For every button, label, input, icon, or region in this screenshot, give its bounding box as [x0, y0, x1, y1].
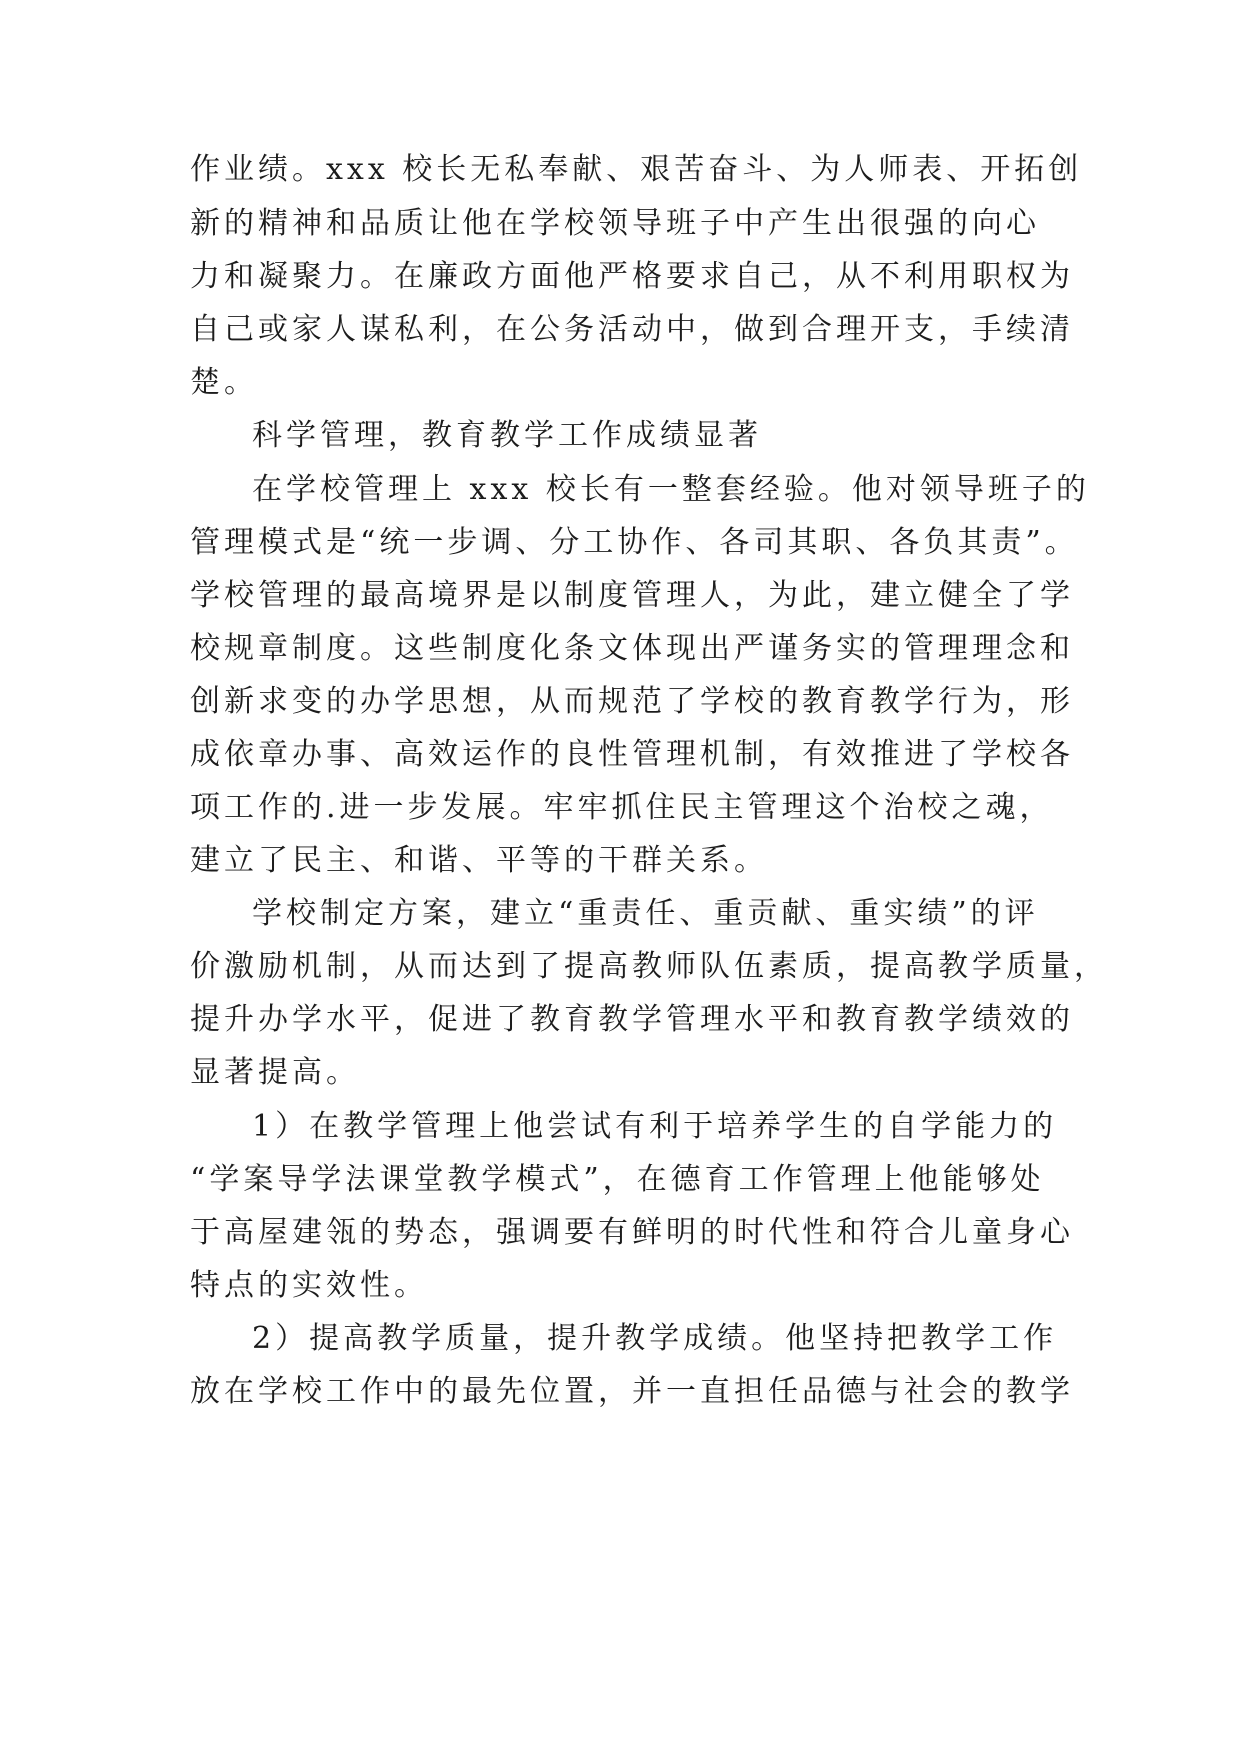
- text-line: 特点的实效性。: [190, 1268, 428, 1303]
- section-heading: 科学管理，教育教学工作成绩显著: [252, 418, 762, 453]
- text-line: 提升办学水平，促进了教育教学管理水平和教育教学绩效的: [190, 1002, 1074, 1037]
- list-item-1: 1）在教学管理上他尝试有利于培养学生的自学能力的: [252, 1109, 1058, 1144]
- text-line: “学案导学法课堂教学模式”，在德育工作管理上他能够处: [190, 1162, 1045, 1197]
- text-line: 力和凝聚力。在廉政方面他严格要求自己，从不利用职权为: [190, 259, 1074, 294]
- text-line: 学校制定方案，建立“重责任、重贡献、重实绩”的评: [252, 896, 1039, 931]
- list-item-2: 2）提高教学质量，提升教学成绩。他坚持把教学工作: [252, 1321, 1058, 1356]
- text-line: 项工作的.进一步发展。牢牢抓住民主管理这个治校之魂，: [190, 790, 1054, 825]
- text-line: 作业绩。xxx 校长无私奉献、艰苦奋斗、为人师表、开拓创: [190, 152, 1083, 187]
- text-line: 创新求变的办学思想，从而规范了学校的教育教学行为，形: [190, 684, 1074, 719]
- text-line: 价激励机制，从而达到了提高教师队伍素质，提高教学质量，: [190, 949, 1108, 984]
- text-line: 成依章办事、高效运作的良性管理机制，有效推进了学校各: [190, 737, 1074, 772]
- text-line: 校规章制度。这些制度化条文体现出严谨务实的管理理念和: [190, 631, 1074, 666]
- text-line: 自己或家人谋私利，在公务活动中，做到合理开支，手续清: [190, 312, 1074, 347]
- text-line: 管理模式是“统一步调、分工协作、各司其职、各负其责”。: [190, 525, 1079, 560]
- text-line: 显著提高。: [190, 1055, 360, 1090]
- text-line: 在学校管理上 xxx 校长有一整套经验。他对领导班子的: [252, 472, 1090, 507]
- text-line: 放在学校工作中的最先位置，并一直担任品德与社会的教学: [190, 1374, 1074, 1409]
- text-line: 学校管理的最高境界是以制度管理人，为此，建立健全了学: [190, 578, 1074, 613]
- text-line: 新的精神和品质让他在学校领导班子中产生出很强的向心: [190, 206, 1040, 241]
- text-line: 楚。: [190, 365, 258, 400]
- text-line: 建立了民主、和谐、平等的干群关系。: [190, 843, 768, 878]
- text-line: 于高屋建瓴的势态，强调要有鲜明的时代性和符合儿童身心: [190, 1215, 1074, 1250]
